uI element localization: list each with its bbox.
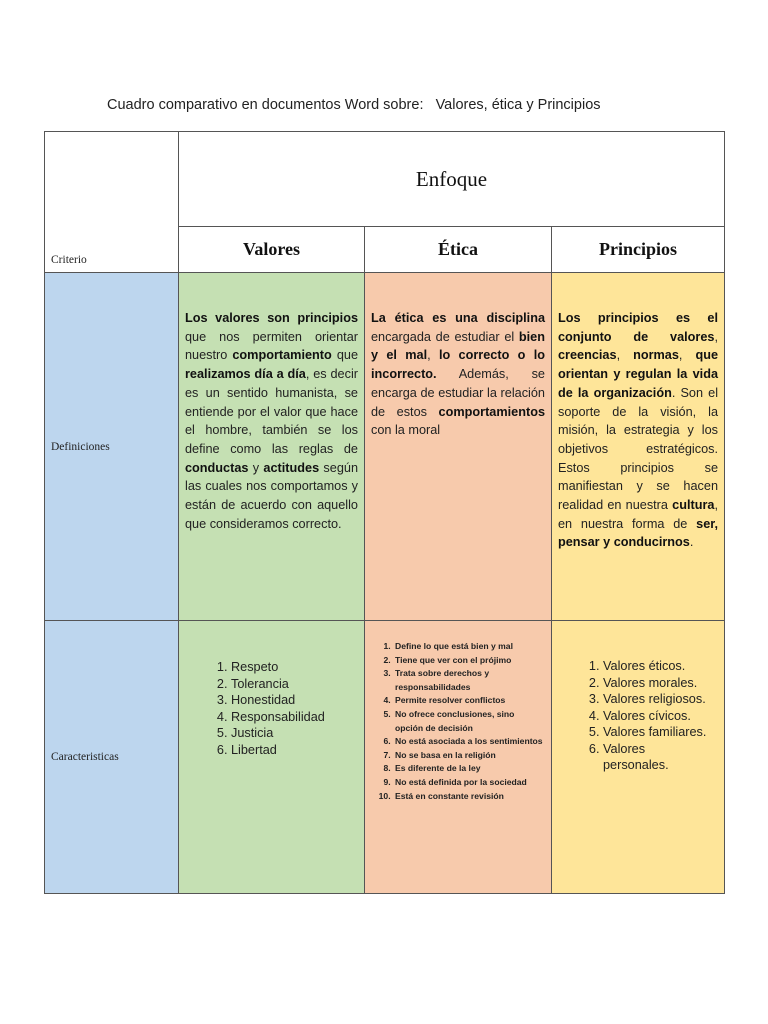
list-item: 2. Tiene que ver con el prójimo — [393, 654, 543, 668]
column-header-principios: Principios — [552, 227, 725, 273]
list-item: 1. Respeto — [231, 659, 364, 676]
text-run: realizamos día a día — [185, 367, 306, 382]
list-item: 6. Valores personales. — [603, 741, 714, 774]
list-item: 6. No está asociada a los sentimientos — [393, 735, 543, 749]
text-run: Los valores son principios — [185, 311, 358, 325]
cell-definicion-principios — [552, 273, 725, 621]
text-run: . — [689, 535, 694, 550]
text-run: ser, pensar y conducirnos — [558, 516, 719, 550]
text-run: bien y el mal — [371, 329, 545, 363]
text-run: , es decir es un sentido humanista, se entiende por el valor que hace el hombre, también se los define como las reglas de — [185, 367, 358, 456]
cell-definicion-etica — [365, 273, 552, 621]
text-run: según las cuales nos comportamos y están de acuerdo con aquello que consideramos correcto. — [185, 460, 358, 531]
text-run: . Son el soporte de la visión, la misión, la estrategia y los objetivos estratégicos. Estos principios se manifiestan y se hacen realidad en nuestra — [558, 385, 719, 513]
text-run: , — [427, 348, 439, 363]
text-run: que orientan y regulan la vida de la organización — [558, 348, 719, 400]
list-item: 2. Tolerancia — [231, 676, 364, 693]
caracteristicas-principios-list — [552, 621, 724, 774]
text-run: normas — [633, 348, 679, 363]
criterio-header-cell — [45, 132, 179, 273]
text-run: y — [248, 460, 264, 475]
column-header-valores: Valores — [179, 227, 365, 273]
list-item: 9. No está definida por la sociedad — [393, 776, 543, 790]
enfoque-label: Enfoque — [415, 166, 488, 191]
comparison-table — [44, 131, 725, 894]
list-item: 4. Permite resolver conflictos — [393, 694, 543, 708]
list-item: 3. Trata sobre derechos y responsabilidades — [393, 667, 543, 694]
text-run: Además, se encarga de estudiar la relación de estos — [371, 367, 545, 419]
text-run: comportamientos — [438, 404, 545, 419]
criterio-label: Criterio — [51, 254, 87, 266]
enfoque-header-cell — [179, 132, 725, 227]
text-run: La ética es una disciplina — [371, 311, 545, 325]
cell-definicion-valores — [179, 273, 365, 621]
text-run: cultura — [672, 498, 715, 513]
list-item: 5. Valores familiares. — [603, 724, 714, 741]
list-item: 4. Valores cívicos. — [603, 708, 714, 725]
definicion-valores-text — [185, 309, 358, 533]
text-run: , — [616, 348, 634, 363]
list-item: 3. Valores religiosos. — [603, 691, 714, 708]
definicion-principios-text — [558, 309, 718, 552]
definicion-etica-text — [371, 309, 545, 440]
list-item: 7. No se basa en la religión — [393, 749, 543, 763]
list-item: 1. Define lo que está bien y mal — [393, 640, 543, 654]
list-item: 3. Honestidad — [231, 692, 364, 709]
cell-caracteristicas-valores — [179, 621, 365, 894]
list-item: 1. Valores éticos. — [603, 658, 714, 675]
text-run: , — [714, 329, 719, 344]
list-item: 8. Es diferente de la ley — [393, 762, 543, 776]
text-run: encargada de estudiar el — [371, 329, 519, 344]
text-run: , en nuestra forma de — [558, 498, 719, 531]
table-row-definiciones — [45, 273, 725, 621]
text-run: con la moral — [371, 423, 441, 438]
caracteristicas-valores-list — [179, 621, 364, 758]
cell-caracteristicas-principios — [552, 621, 725, 894]
cell-caracteristicas-etica — [365, 621, 552, 894]
text-run: actitudes — [263, 460, 320, 475]
text-run: conductas — [185, 460, 249, 475]
row-label-definiciones: Definiciones — [45, 273, 179, 621]
text-run: comportamiento — [232, 348, 332, 363]
text-run: que — [331, 348, 358, 363]
text-run: que nos permiten orientar nuestro — [185, 329, 358, 363]
table-row-caracteristicas — [45, 621, 725, 894]
caracteristicas-etica-list — [365, 621, 551, 803]
list-item: 2. Valores morales. — [603, 675, 714, 692]
text-run: lo correcto o lo incorrecto. — [371, 348, 545, 382]
text-run: , — [678, 348, 696, 363]
document-title: Cuadro comparativo en documentos Word sobre: Valores, ética y Principios — [107, 97, 601, 113]
list-item: 5. Justicia — [231, 725, 364, 742]
list-item: 4. Responsabilidad — [231, 709, 364, 726]
column-header-etica: Ética — [365, 227, 552, 273]
list-item: 5. No ofrece conclusiones, sino opción de decisión — [393, 708, 543, 735]
text-run: Los principios es el conjunto de valores — [558, 311, 719, 344]
row-label-caracteristicas: Caracteristicas — [45, 621, 179, 894]
text-run: creencias — [558, 348, 617, 363]
list-item: 10. Está en constante revisión — [393, 790, 543, 804]
list-item: 6. Libertad — [231, 742, 364, 759]
